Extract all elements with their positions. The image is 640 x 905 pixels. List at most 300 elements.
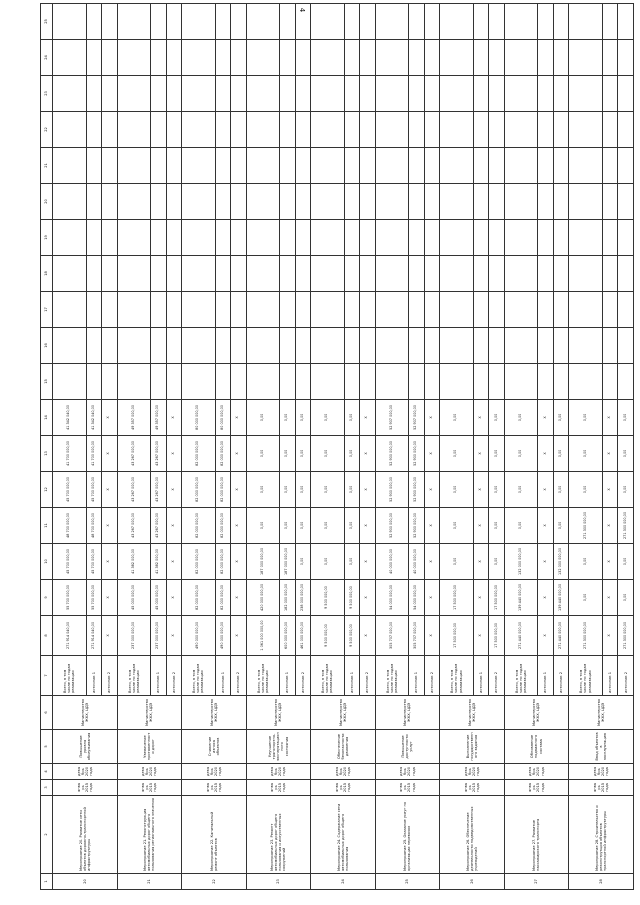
table-cell: 82 000 000,00 (182, 472, 216, 508)
table-cell: Х (473, 472, 489, 508)
empty-cell (409, 112, 425, 148)
empty-cell (618, 292, 634, 328)
empty-cell (618, 40, 634, 76)
table-cell: Х (473, 508, 489, 544)
table-row (504, 4, 538, 890)
empty-cell (86, 76, 102, 112)
empty-cell (553, 148, 569, 184)
table-cell: источник 2 (360, 656, 376, 696)
table-cell: 0,00 (618, 472, 634, 508)
empty-cell (117, 40, 151, 76)
table-cell: 21 (117, 874, 182, 890)
empty-cell (538, 364, 554, 400)
empty-cell (86, 256, 102, 292)
empty-cell (440, 328, 474, 364)
empty-cell (473, 112, 489, 148)
table-cell: источник 2 (231, 656, 247, 696)
table-cell: Х (166, 472, 182, 508)
empty-cell (246, 148, 280, 184)
empty-cell (102, 76, 118, 112)
table-cell: январь 2015 года (246, 780, 311, 796)
table-cell: Всего, в том числе по годам реализации (117, 656, 151, 696)
empty-cell (280, 364, 296, 400)
program-table (40, 3, 634, 890)
empty-cell (215, 364, 231, 400)
table-cell: декабрь 2020 года (569, 764, 634, 780)
table-cell: Х (602, 580, 618, 616)
table-cell: 17 500 000,00 (489, 580, 505, 616)
empty-cell (344, 40, 360, 76)
table-cell: 0,00 (489, 436, 505, 472)
empty-cell (182, 364, 216, 400)
table-cell: 461 000 000,00 (295, 616, 311, 656)
table-cell: Х (424, 472, 440, 508)
table-cell: источник 1 (409, 656, 425, 696)
empty-cell (489, 40, 505, 76)
table-cell: Х (360, 400, 376, 436)
table-cell: 0,00 (280, 400, 296, 436)
empty-cell (295, 292, 311, 328)
empty-cell (424, 148, 440, 184)
empty-cell (295, 328, 311, 364)
empty-cell (53, 4, 87, 40)
table-cell: 80 000 000,00 (182, 400, 216, 436)
table-cell: 55 700 000,00 (53, 580, 87, 616)
table-cell: источник 1 (280, 656, 296, 696)
empty-cell (182, 256, 216, 292)
empty-cell (375, 112, 409, 148)
table-cell: 0,00 (344, 508, 360, 544)
empty-cell (215, 76, 231, 112)
table-cell: 45 700 000,00 (86, 472, 102, 508)
rotated-sheet (40, 7, 634, 890)
empty-cell (182, 40, 216, 76)
empty-cell (182, 292, 216, 328)
table-cell: 271 300 000,00 (618, 508, 634, 544)
table-cell: Х (231, 472, 247, 508)
empty-cell (440, 220, 474, 256)
empty-cell (86, 148, 102, 184)
empty-cell (553, 220, 569, 256)
table-cell: 43 267 000,00 (151, 472, 167, 508)
header-cell: 24 (41, 40, 53, 76)
empty-cell (215, 220, 231, 256)
table-cell: Х (538, 508, 554, 544)
header-cell: 22 (41, 112, 53, 148)
empty-cell (409, 256, 425, 292)
table-cell: 0,00 (440, 472, 474, 508)
empty-cell (231, 40, 247, 76)
empty-cell (295, 184, 311, 220)
empty-cell (295, 76, 311, 112)
header-cell: 6 (41, 696, 53, 730)
table-cell: Х (473, 544, 489, 580)
empty-cell (295, 148, 311, 184)
empty-cell (569, 112, 603, 148)
empty-cell (246, 4, 280, 40)
empty-cell (246, 292, 280, 328)
table-cell: Мероприятие 26. Обеспечение деятельности подведомственных учреждений (440, 796, 505, 874)
table-cell: 82 000 000,00 (215, 580, 231, 616)
empty-cell (280, 256, 296, 292)
empty-cell (553, 76, 569, 112)
table-cell: источник 1 (151, 656, 167, 696)
empty-cell (409, 220, 425, 256)
empty-cell (409, 184, 425, 220)
empty-cell (375, 364, 409, 400)
table-cell: 82 000 000,00 (182, 580, 216, 616)
table-cell: 0,00 (569, 580, 603, 616)
empty-cell (166, 4, 182, 40)
empty-cell (280, 220, 296, 256)
table-cell: Всего, в том числе по годам реализации (246, 656, 280, 696)
table-cell: 0,00 (344, 472, 360, 508)
empty-cell (182, 76, 216, 112)
empty-cell (618, 76, 634, 112)
empty-cell (538, 292, 554, 328)
table-cell: 45 700 000,00 (86, 544, 102, 580)
table-cell: 9 500 000,00 (311, 580, 345, 616)
table-cell: Увеличение протяженности дорог (117, 730, 182, 764)
empty-cell (231, 328, 247, 364)
table-cell: Х (102, 544, 118, 580)
empty-cell (424, 184, 440, 220)
empty-cell (473, 292, 489, 328)
empty-cell (360, 148, 376, 184)
empty-cell (344, 328, 360, 364)
table-cell: источник 1 (538, 656, 554, 696)
empty-cell (473, 40, 489, 76)
table-cell: январь 2015 года (440, 780, 505, 796)
empty-cell (166, 256, 182, 292)
table-cell: декабрь 2020 года (311, 764, 376, 780)
table-cell: Х (102, 400, 118, 436)
table-cell: Х (538, 616, 554, 656)
table-cell: Х (360, 616, 376, 656)
empty-cell (409, 328, 425, 364)
empty-cell (553, 256, 569, 292)
table-cell: 41 382 000,00 (151, 544, 167, 580)
table-cell: Всего, в том числе по годам реализации (311, 656, 345, 696)
table-cell: Х (360, 436, 376, 472)
table-cell: Х (102, 580, 118, 616)
empty-cell (86, 184, 102, 220)
table-cell: Мероприятие 28. Строительство и реконструкция объектов транспортной инфраструктуры (569, 796, 634, 874)
table-cell: Х (102, 436, 118, 472)
empty-cell (53, 184, 87, 220)
empty-cell (311, 4, 345, 40)
table-cell: 271 300 000,00 (618, 616, 634, 656)
table-cell: источник 2 (102, 656, 118, 696)
header-cell: 3 (41, 780, 53, 796)
header-cell: 7 (41, 656, 53, 696)
table-cell: 52 900 000,00 (375, 436, 409, 472)
table-cell: 82 000 000,00 (182, 544, 216, 580)
table-cell: Мероприятие 23. Ремонт автомобильных дорог общего пользования и искусственных сооружений (246, 796, 311, 874)
empty-cell (360, 112, 376, 148)
header-cell: 21 (41, 148, 53, 184)
empty-cell (215, 148, 231, 184)
table-cell: Мероприятие 22. Капитальный ремонт объектов (182, 796, 247, 874)
empty-cell (246, 220, 280, 256)
empty-cell (489, 328, 505, 364)
table-cell: Х (231, 436, 247, 472)
empty-cell (569, 292, 603, 328)
table-cell: Х (538, 472, 554, 508)
empty-cell (344, 292, 360, 328)
empty-cell (311, 256, 345, 292)
table-cell: 17 500 000,00 (489, 616, 505, 656)
table-cell: 45 000 000,00 (151, 580, 167, 616)
table-cell: 43 267 000,00 (151, 508, 167, 544)
empty-cell (360, 220, 376, 256)
table-cell: 41 382 000,00 (117, 544, 151, 580)
table-row (117, 4, 151, 890)
table-cell: декабрь 2020 года (375, 764, 440, 780)
empty-cell (504, 4, 538, 40)
table-cell: Х (602, 400, 618, 436)
table-cell: 45 700 000,00 (53, 544, 87, 580)
table-cell: 1 061 000 000,00 (246, 616, 280, 656)
empty-cell (440, 292, 474, 328)
empty-cell (231, 76, 247, 112)
table-cell: 43 267 000,00 (117, 472, 151, 508)
empty-cell (182, 220, 216, 256)
empty-cell (344, 112, 360, 148)
table-cell: январь 2015 года (182, 780, 247, 796)
empty-cell (409, 292, 425, 328)
table-cell: Всего, в том числе по годам реализации (569, 656, 603, 696)
table-cell: 80 000 000,00 (215, 400, 231, 436)
table-cell: 0,00 (246, 508, 280, 544)
empty-cell (473, 220, 489, 256)
empty-cell (231, 112, 247, 148)
table-cell: 82 000 000,00 (182, 436, 216, 472)
empty-cell (375, 76, 409, 112)
table-cell: источник 2 (553, 656, 569, 696)
empty-cell (151, 40, 167, 76)
table-cell: январь 2015 года (375, 780, 440, 796)
empty-cell (618, 112, 634, 148)
table-cell: 271 300 000,00 (569, 616, 603, 656)
table-cell: 305 707 000,00 (409, 616, 425, 656)
empty-cell (569, 328, 603, 364)
empty-cell (440, 364, 474, 400)
empty-cell (311, 292, 345, 328)
empty-cell (504, 112, 538, 148)
table-cell: источник 2 (618, 656, 634, 696)
table-cell: Министерство ЖКХ, ЦДЭ (117, 696, 182, 730)
table-cell: 25 (375, 874, 440, 890)
table-cell: Х (102, 616, 118, 656)
empty-cell (166, 76, 182, 112)
empty-cell (344, 364, 360, 400)
table-cell: 0,00 (553, 472, 569, 508)
empty-cell (166, 292, 182, 328)
empty-cell (489, 220, 505, 256)
empty-cell (295, 220, 311, 256)
empty-cell (409, 148, 425, 184)
empty-cell (102, 328, 118, 364)
empty-cell (424, 220, 440, 256)
table-cell: 27 (504, 874, 569, 890)
empty-cell (117, 220, 151, 256)
empty-cell (215, 292, 231, 328)
empty-cell (538, 220, 554, 256)
table-cell: Министерство ЖКХ, ЦДЭ (569, 696, 634, 730)
empty-cell (424, 256, 440, 292)
empty-cell (86, 40, 102, 76)
header-cell: 12 (41, 472, 53, 508)
empty-cell (344, 256, 360, 292)
empty-cell (117, 256, 151, 292)
empty-cell (569, 76, 603, 112)
table-cell: 0,00 (295, 508, 311, 544)
table-cell: Х (538, 436, 554, 472)
empty-cell (489, 76, 505, 112)
empty-cell (102, 184, 118, 220)
empty-cell (102, 4, 118, 40)
empty-cell (231, 364, 247, 400)
empty-cell (569, 364, 603, 400)
empty-cell (295, 256, 311, 292)
empty-cell (375, 184, 409, 220)
table-cell: Х (538, 580, 554, 616)
empty-cell (53, 148, 87, 184)
empty-cell (295, 40, 311, 76)
table-cell: 43 267 000,00 (117, 508, 151, 544)
table-cell: Х (602, 544, 618, 580)
table-cell: 0,00 (295, 472, 311, 508)
table-cell: 23 (246, 874, 311, 890)
table-cell: 237 000 000,00 (151, 616, 167, 656)
table-cell: Х (538, 544, 554, 580)
empty-cell (538, 112, 554, 148)
empty-cell (280, 4, 296, 40)
empty-cell (231, 256, 247, 292)
table-cell: Снижение износа объектов (182, 730, 247, 764)
empty-cell (538, 256, 554, 292)
empty-cell (553, 184, 569, 220)
table-cell: 139 440 000,00 (553, 580, 569, 616)
empty-cell (231, 220, 247, 256)
empty-cell (102, 40, 118, 76)
empty-cell (215, 184, 231, 220)
table-cell: Х (424, 508, 440, 544)
empty-cell (489, 364, 505, 400)
empty-cell (489, 4, 505, 40)
table-cell: Х (424, 400, 440, 436)
table-cell: январь 2015 года (504, 780, 569, 796)
empty-cell (569, 220, 603, 256)
empty-cell (618, 256, 634, 292)
table-cell: 45 000 000,00 (117, 580, 151, 616)
table-cell: Обновление подвижного состава (504, 730, 569, 764)
empty-cell (53, 40, 87, 76)
table-cell: 0,00 (618, 400, 634, 436)
table-cell: 0,00 (618, 580, 634, 616)
empty-cell (215, 112, 231, 148)
table-cell: источник 2 (489, 656, 505, 696)
table-cell: Выполнение государственного задания (440, 730, 505, 764)
table-cell: 52 900 000,00 (409, 436, 425, 472)
header-cell: 15 (41, 364, 53, 400)
table-cell: Мероприятие 24. Содержание сети автомобильных дорог общего пользования (311, 796, 376, 874)
table-cell: 0,00 (246, 400, 280, 436)
empty-cell (246, 328, 280, 364)
empty-cell (231, 4, 247, 40)
empty-cell (504, 364, 538, 400)
table-cell: январь 2015 года (117, 780, 182, 796)
table-cell: 45 700 000,00 (53, 472, 87, 508)
table-cell: 271 914 040,00 (86, 616, 102, 656)
table-cell: Х (231, 616, 247, 656)
table-cell: 0,00 (311, 400, 345, 436)
empty-cell (182, 328, 216, 364)
empty-cell (602, 112, 618, 148)
table-cell: 0,00 (489, 544, 505, 580)
empty-cell (344, 76, 360, 112)
empty-cell (424, 364, 440, 400)
empty-cell (151, 256, 167, 292)
table-cell: 28 (569, 874, 634, 890)
empty-cell (151, 112, 167, 148)
empty-cell (117, 76, 151, 112)
table-cell: 0,00 (489, 400, 505, 436)
empty-cell (215, 256, 231, 292)
header-cell: 18 (41, 256, 53, 292)
table-cell: 0,00 (618, 436, 634, 472)
empty-cell (473, 364, 489, 400)
empty-cell (489, 148, 505, 184)
table-cell: 0,00 (246, 472, 280, 508)
empty-cell (215, 4, 231, 40)
empty-cell (53, 220, 87, 256)
empty-cell (424, 4, 440, 40)
header-cell: 23 (41, 76, 53, 112)
table-cell: 238 000 000,00 (295, 580, 311, 616)
empty-cell (166, 364, 182, 400)
empty-cell (569, 256, 603, 292)
table-cell: 82 000 000,00 (215, 472, 231, 508)
empty-cell (504, 76, 538, 112)
table-cell: 0,00 (489, 472, 505, 508)
table-cell: Всего, в том числе по годам реализации (53, 656, 87, 696)
table-cell: источник 1 (473, 656, 489, 696)
empty-cell (246, 256, 280, 292)
header-cell: 13 (41, 436, 53, 472)
empty-cell (602, 4, 618, 40)
empty-cell (440, 4, 474, 40)
empty-cell (409, 364, 425, 400)
header-cell: 9 (41, 580, 53, 616)
empty-cell (311, 76, 345, 112)
empty-cell (360, 256, 376, 292)
table-cell: 48 700 000,00 (86, 508, 102, 544)
table-cell: 17 500 000,00 (440, 616, 474, 656)
table-cell: 49 357 000,00 (117, 400, 151, 436)
empty-cell (602, 364, 618, 400)
empty-cell (182, 148, 216, 184)
table-cell: 271 914 040,00 (53, 616, 87, 656)
empty-cell (280, 148, 296, 184)
empty-cell (538, 328, 554, 364)
empty-cell (504, 292, 538, 328)
empty-cell (360, 4, 376, 40)
table-row (440, 4, 474, 890)
table-cell: Х (473, 400, 489, 436)
table-cell: Х (424, 544, 440, 580)
